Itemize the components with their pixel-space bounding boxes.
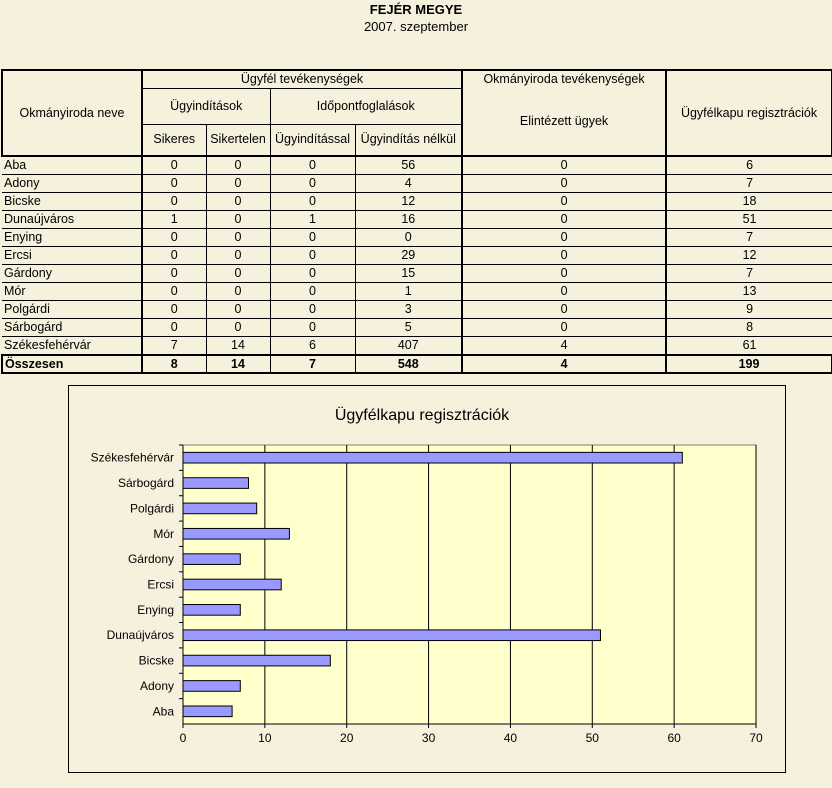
cell-value: 0 xyxy=(462,193,666,211)
bar-chart xyxy=(69,386,785,772)
y-tick-label: Bicske xyxy=(138,653,174,668)
cell-value: 0 xyxy=(462,301,666,319)
cell-value: 0 xyxy=(142,175,206,193)
row-name: Ercsi xyxy=(2,247,142,265)
cell-value: 14 xyxy=(206,337,270,356)
table-row xyxy=(2,337,832,356)
cell-value: 0 xyxy=(462,156,666,175)
bar xyxy=(183,655,330,666)
cell-value: 0 xyxy=(462,265,666,283)
table-row xyxy=(2,265,832,283)
group-office-header: Okmányiroda tevékenységek xyxy=(462,70,666,88)
y-tick-label: Sárbogárd xyxy=(117,476,174,491)
bar xyxy=(183,605,240,616)
col-office-header: Okmányiroda neve xyxy=(2,70,142,156)
cell-value: 1 xyxy=(355,283,462,301)
cell-value: 0 xyxy=(206,265,270,283)
row-name: Adony xyxy=(2,175,142,193)
cell-value: 15 xyxy=(355,265,462,283)
y-tick-label: Székesfehérvár xyxy=(90,450,174,465)
table-total-row xyxy=(2,355,832,373)
cell-value: 0 xyxy=(462,319,666,337)
cell-value: 0 xyxy=(206,175,270,193)
h-without: Ügyindítás nélkül xyxy=(355,124,462,156)
cell-value: 0 xyxy=(142,319,206,337)
cell-value: 0 xyxy=(206,229,270,247)
cell-value: 8 xyxy=(142,355,206,373)
cell-value: 16 xyxy=(355,211,462,229)
cell-value: 0 xyxy=(462,211,666,229)
row-name: Polgárdi xyxy=(2,301,142,319)
table-row xyxy=(2,175,832,193)
bar xyxy=(183,681,240,692)
chart-title: Ügyfélkapu regisztrációk xyxy=(334,407,510,424)
chart-area xyxy=(68,385,786,773)
x-tick-label: 10 xyxy=(258,731,272,745)
y-tick-label: Dunaújváros xyxy=(106,628,174,643)
cell-value: 0 xyxy=(270,301,355,319)
cell-value: 7 xyxy=(666,175,832,193)
cell-value: 0 xyxy=(206,156,270,175)
x-tick-label: 20 xyxy=(340,731,354,745)
cell-value: 0 xyxy=(270,229,355,247)
cell-value: 7 xyxy=(666,265,832,283)
h-with: Ügyindítással xyxy=(270,124,355,156)
cell-value: 1 xyxy=(142,211,206,229)
group-gateway-header: Ügyfélkapu regisztrációk xyxy=(666,70,832,156)
cell-value: 7 xyxy=(270,355,355,373)
cell-value: 29 xyxy=(355,247,462,265)
cell-value: 0 xyxy=(270,319,355,337)
cell-value: 5 xyxy=(355,319,462,337)
cell-value: 0 xyxy=(270,265,355,283)
table-row xyxy=(2,193,832,211)
cell-value: 6 xyxy=(270,337,355,356)
cell-value: 0 xyxy=(206,247,270,265)
bar xyxy=(183,478,248,489)
sub-done-header: Elintézett ügyek xyxy=(462,88,666,156)
row-name: Dunaújváros xyxy=(2,211,142,229)
cell-value: 0 xyxy=(270,156,355,175)
x-tick-label: 0 xyxy=(179,731,187,745)
row-name: Mór xyxy=(2,283,142,301)
table-row xyxy=(2,301,832,319)
row-name: Összesen xyxy=(2,355,142,373)
x-tick-label: 60 xyxy=(667,731,681,745)
row-name: Székesfehérvár xyxy=(2,337,142,356)
cell-value: 0 xyxy=(355,229,462,247)
x-tick-label: 70 xyxy=(749,731,763,745)
cell-value: 0 xyxy=(462,283,666,301)
cell-value: 0 xyxy=(206,193,270,211)
cell-value: 56 xyxy=(355,156,462,175)
cell-value: 0 xyxy=(142,265,206,283)
cell-value: 0 xyxy=(142,301,206,319)
cell-value: 1 xyxy=(270,211,355,229)
cell-value: 0 xyxy=(270,283,355,301)
cell-value: 407 xyxy=(355,337,462,356)
table-row xyxy=(2,229,832,247)
row-name: Bicske xyxy=(2,193,142,211)
cell-value: 0 xyxy=(206,211,270,229)
cell-value: 14 xyxy=(206,355,270,373)
cell-value: 9 xyxy=(666,301,832,319)
cell-value: 12 xyxy=(666,247,832,265)
cell-value: 0 xyxy=(142,229,206,247)
cell-value: 0 xyxy=(142,247,206,265)
bar xyxy=(183,579,281,590)
h-success: Sikeres xyxy=(142,124,206,156)
cell-value: 12 xyxy=(355,193,462,211)
y-tick-label: Mór xyxy=(153,526,174,541)
y-tick-label: Enying xyxy=(137,602,174,617)
bar xyxy=(183,630,600,641)
y-tick-label: Polgárdi xyxy=(129,501,174,516)
cell-value: 51 xyxy=(666,211,832,229)
cell-value: 0 xyxy=(206,283,270,301)
cell-value: 3 xyxy=(355,301,462,319)
cell-value: 7 xyxy=(666,229,832,247)
bar xyxy=(183,554,240,565)
x-tick-label: 50 xyxy=(585,731,599,745)
cell-value: 199 xyxy=(666,355,832,373)
cell-value: 0 xyxy=(270,247,355,265)
row-name: Gárdony xyxy=(2,265,142,283)
cell-value: 4 xyxy=(462,355,666,373)
cell-value: 4 xyxy=(355,175,462,193)
row-name: Sárbogárd xyxy=(2,319,142,337)
cell-value: 0 xyxy=(270,193,355,211)
bar xyxy=(183,528,289,539)
table-row xyxy=(2,247,832,265)
cell-value: 0 xyxy=(142,283,206,301)
page-title: FEJÉR MEGYE xyxy=(369,2,463,17)
sub-starts-header: Ügyindítások xyxy=(142,88,270,124)
cell-value: 4 xyxy=(462,337,666,356)
y-tick-label: Gárdony xyxy=(127,552,174,567)
cell-value: 0 xyxy=(462,175,666,193)
x-tick-label: 30 xyxy=(421,731,436,745)
h-fail: Sikertelen xyxy=(206,124,270,156)
cell-value: 0 xyxy=(206,301,270,319)
row-name: Enying xyxy=(2,229,142,247)
table-row xyxy=(2,283,832,301)
statistics-table xyxy=(1,69,832,374)
group-client-header: Ügyfél tevékenységek xyxy=(142,70,462,88)
y-tick-label: Aba xyxy=(152,704,174,719)
cell-value: 13 xyxy=(666,283,832,301)
sub-booking-header: Időpontfoglalások xyxy=(270,88,462,124)
table-row xyxy=(2,156,832,175)
table-row xyxy=(2,319,832,337)
cell-value: 0 xyxy=(142,193,206,211)
table-row xyxy=(2,211,832,229)
cell-value: 0 xyxy=(142,156,206,175)
cell-value: 548 xyxy=(355,355,462,373)
bar xyxy=(183,503,257,514)
bar xyxy=(183,452,682,463)
cell-value: 6 xyxy=(666,156,832,175)
y-tick-label: Adony xyxy=(139,678,174,693)
cell-value: 61 xyxy=(666,337,832,356)
y-tick-label: Ercsi xyxy=(147,577,174,592)
cell-value: 0 xyxy=(206,319,270,337)
bar xyxy=(183,706,232,717)
cell-value: 0 xyxy=(270,175,355,193)
cell-value: 0 xyxy=(462,229,666,247)
cell-value: 18 xyxy=(666,193,832,211)
page-subtitle: 2007. szeptember xyxy=(363,19,469,34)
cell-value: 7 xyxy=(142,337,206,356)
x-tick-label: 40 xyxy=(503,731,518,745)
row-name: Aba xyxy=(2,156,142,175)
cell-value: 0 xyxy=(462,247,666,265)
cell-value: 8 xyxy=(666,319,832,337)
